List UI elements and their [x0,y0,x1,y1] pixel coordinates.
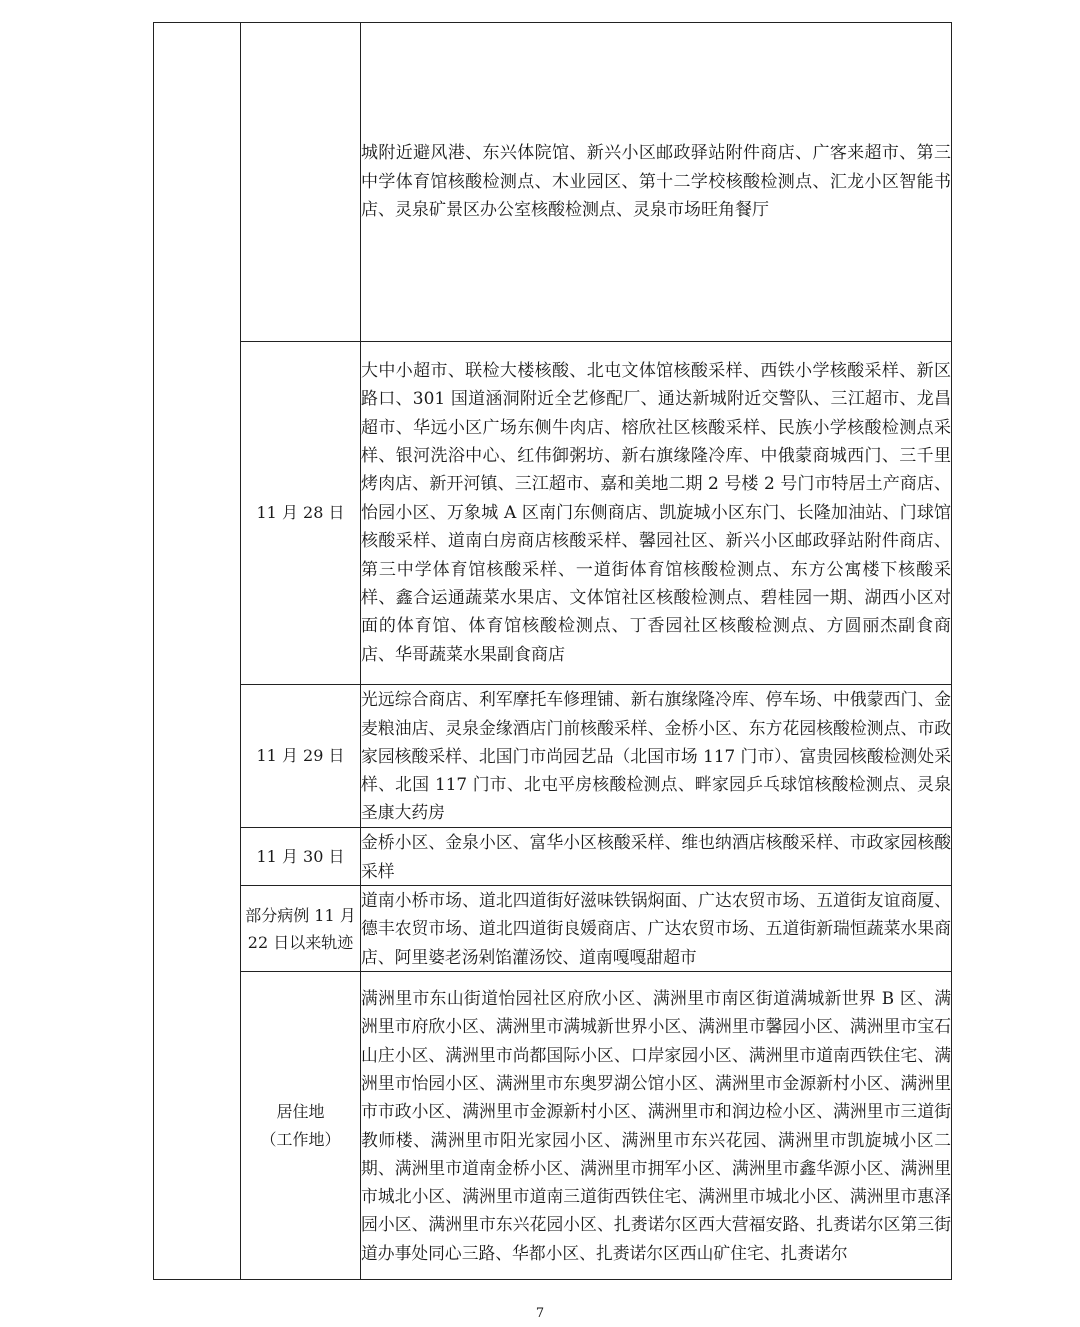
places-cell: 满洲里市东山街道怡园社区府欣小区、满洲里市南区街道满城新世界 B 区、满洲里市府欣小区、满洲里市满城新世界小区、满洲里市馨园小区、满洲里市宝石山庄小区、满洲里市尚都国际小区、口岸家园小区、满洲里市道南西铁住宅、满洲里市怡园小区、满洲里市东奥罗湖公馆小区、满洲里市金源新村小区、满洲里市市政小区、满洲里市金源新村小区、满洲里市和润边检小区、满洲里市三道街教师楼、满洲里市阳光家园小区、满洲里市东兴花园、满洲里市凯旋城小区二期、满洲里市道南金桥小区、满洲里市拥军小区、满洲里市鑫华源小区、满洲里市城北小区、满洲里市道南三道街西铁住宅、满洲里市城北小区、满洲里市惠泽园小区、满洲里市东兴花园小区、扎赉诺尔区西大营福安路、扎赉诺尔区第三街道办事处同心三路、华都小区、扎赉诺尔区西山矿住宅、扎赉诺尔 [361,972,952,1280]
table-row [154,342,952,685]
region-cell [154,23,241,1280]
table-row [154,828,952,886]
places-cell: 大中小超市、联检大楼核酸、北屯文体馆核酸采样、西铁小学核酸采样、新区路口、301 国道涵洞附近全艺修配厂、通达新城附近交警队、三江超市、龙昌超市、华远小区广场东侧牛肉店、榕欣社区核酸采样、民族小学核酸检测点采样、银河洗浴中心、红伟御粥坊、新右旗缘隆冷库、中俄蒙商城西门、三千里烤肉店、新开河镇、三江超市、嘉和美地二期 2 号楼 2 号门市特居土产商店、怡园小区、万象城 A 区南门东侧商店、凯旋城小区东门、长隆加油站、门球馆核酸采样、道南白房商店核酸采样、馨园社区、新兴小区邮政驿站附件商店、第三中学体育馆核酸采样、一道街体育馆核酸检测点、东方公寓楼下核酸采样、鑫合运通蔬菜水果店、文体馆社区核酸检测点、碧桂园一期、湖西小区对面的体育馆、体育馆核酸检测点、丁香园社区核酸检测点、方圆丽杰副食商店、华哥蔬菜水果副食商店 [361,342,952,685]
trajectory-table [153,22,952,1280]
table-row [154,685,952,828]
table-row [154,972,952,1280]
page-number: 7 [535,1306,545,1321]
date-cell: 11 月 30 日 [241,828,361,886]
date-cell: 11 月 28 日 [241,342,361,685]
places-cell: 光远综合商店、利军摩托车修理铺、新右旗缘隆冷库、停车场、中俄蒙西门、金麦粮油店、灵泉金缘酒店门前核酸采样、金桥小区、东方花园核酸检测点、市政家园核酸采样、北国门市尚园艺品（北国市场 117 门市）、富贵园核酸检测处采样、北国 117 门市、北屯平房核酸检测点、畔家园乒乓球馆核酸检测点、灵泉圣康大药房 [361,685,952,828]
date-cell: 部分病例 11 月 22 日以来轨迹 [241,886,361,972]
residence-cell [241,972,361,1280]
date-cell-empty [241,23,361,342]
residence-label: 居住地 [276,1101,325,1121]
places-cell: 道南小桥市场、道北四道街好滋味铁锅焖面、广达农贸市场、五道街友谊商厦、德丰农贸市场、道北四道街良媛商店、广达农贸市场、五道街新瑞恒蔬菜水果商店、阿里婆老汤剁馅灌汤饺、道南嘎嘎甜超市 [361,886,952,972]
workplace-label: （工作地） [260,1129,341,1149]
places-cell: 金桥小区、金泉小区、富华小区核酸采样、维也纳酒店核酸采样、市政家园核酸采样 [361,828,952,886]
table-row [154,23,952,342]
table-row [154,886,952,972]
date-cell: 11 月 29 日 [241,685,361,828]
places-cell: 城附近避风港、东兴体院馆、新兴小区邮政驿站附件商店、广客来超市、第三中学体育馆核酸检测点、木业园区、第十二学校核酸检测点、汇龙小区智能书店、灵泉矿景区办公室核酸检测点、灵泉市场旺角餐厅 [361,23,952,342]
